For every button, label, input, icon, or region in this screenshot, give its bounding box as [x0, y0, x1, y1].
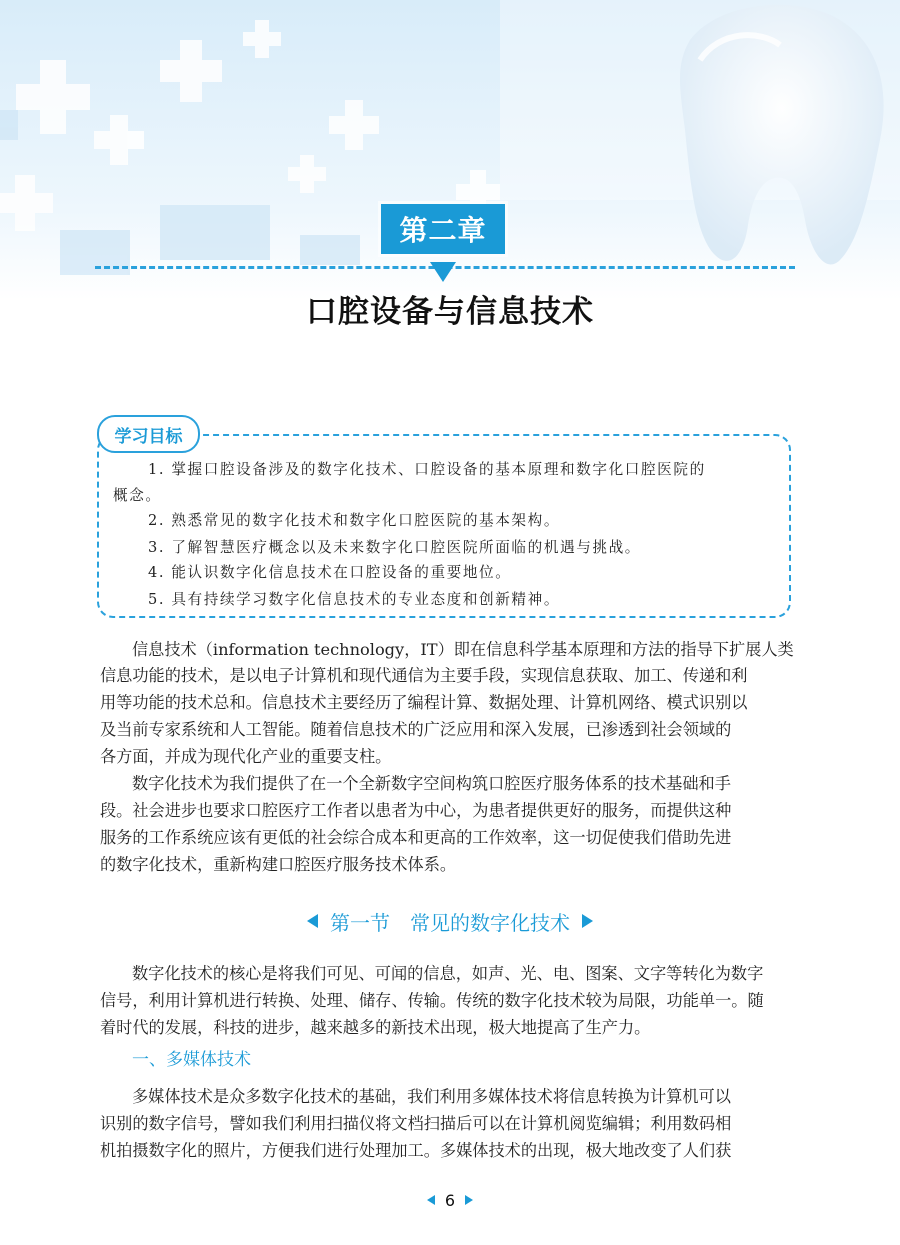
- subsection-paragraph-line: 识别的数字信号，譬如我们利用扫描仪将文档扫描后可以在计算机阅览编辑；利用数码相: [100, 1114, 732, 1133]
- subsection-heading: 一、多媒体技术: [132, 1050, 251, 1070]
- section-paragraph-line: 数字化技术的核心是将我们可见、可闻的信息，如声、光、电、图案、文字等转化为数字: [132, 964, 764, 983]
- objective-line: 概念。: [113, 487, 162, 504]
- section-number: 第一节: [330, 910, 390, 935]
- intro-paragraph-line: 用等功能的技术总和。信息技术主要经历了编程计算、数据处理、计算机网络、模式识别以: [100, 693, 748, 712]
- intro-paragraph-line: 各方面，并成为现代化产业的重要支柱。: [100, 747, 392, 766]
- triangle-right-icon: [582, 914, 593, 928]
- previous-page-icon: [427, 1195, 435, 1205]
- chevron-down-icon: [430, 262, 456, 282]
- objective-line: 3. 了解智慧医疗概念以及未来数字化口腔医院所面临的机遇与挑战。: [148, 539, 641, 556]
- intro-paragraph-line: 信息功能的技术，是以电子计算机和现代通信为主要手段，实现信息获取、加工、传递和利: [100, 666, 748, 685]
- header-background: [0, 0, 900, 300]
- page-footer: [0, 1188, 900, 1212]
- intro-paragraph-line: 数字化技术为我们提供了在一个全新数字空间构筑口腔医疗服务体系的技术基础和手: [132, 774, 731, 793]
- subsection-paragraph-line: 机拍摄数字化的照片，方便我们进行处理加工。多媒体技术的出现，极大地改变了人们获: [100, 1141, 732, 1160]
- page-number: 6: [444, 1190, 456, 1210]
- section-paragraph-line: 信号，利用计算机进行转换、处理、储存、传输。传统的数字化技术较为局限，功能单一。随: [100, 991, 764, 1010]
- objective-line: 2. 熟悉常见的数字化技术和数字化口腔医院的基本架构。: [148, 512, 561, 529]
- triangle-left-icon: [307, 914, 318, 928]
- next-page-icon: [465, 1195, 473, 1205]
- intro-paragraph-line: 及当前专家系统和人工智能。随着信息技术的广泛应用和深入发展，已渗透到社会领域的: [100, 720, 732, 739]
- section-paragraph-line: 着时代的发展，科技的进步，越来越多的新技术出现，极大地提高了生产力。: [100, 1018, 651, 1037]
- objective-line: 4. 能认识数字化信息技术在口腔设备的重要地位。: [148, 564, 512, 581]
- learning-objectives-title: 学习目标: [97, 415, 200, 453]
- subsection-paragraph-line: 多媒体技术是众多数字化技术的基础，我们利用多媒体技术将信息转换为计算机可以: [132, 1087, 731, 1106]
- section-title: 常见的数字化技术: [410, 910, 570, 935]
- objective-line: 5. 具有持续学习数字化信息技术的专业态度和创新精神。: [148, 591, 561, 608]
- intro-paragraph-line: 段。社会进步也要求口腔医疗工作者以患者为中心，为患者提供更好的服务，而提供这种: [100, 801, 732, 820]
- chapter-label: 第二章: [381, 204, 505, 254]
- chapter-title: 口腔设备与信息技术: [306, 294, 594, 330]
- intro-paragraph-line: 的数字化技术，重新构建口腔医疗服务技术体系。: [100, 855, 457, 874]
- intro-paragraph-line: 信息技术（information technology，IT）即在信息科学基本原理和方法的指导下扩展人类: [132, 640, 794, 659]
- objective-line: 1. 掌握口腔设备涉及的数字化技术、口腔设备的基本原理和数字化口腔医院的: [148, 461, 706, 478]
- section-heading: [0, 904, 900, 938]
- intro-paragraph-line: 服务的工作系统应该有更低的社会综合成本和更高的工作效率，这一切促使我们借助先进: [100, 828, 732, 847]
